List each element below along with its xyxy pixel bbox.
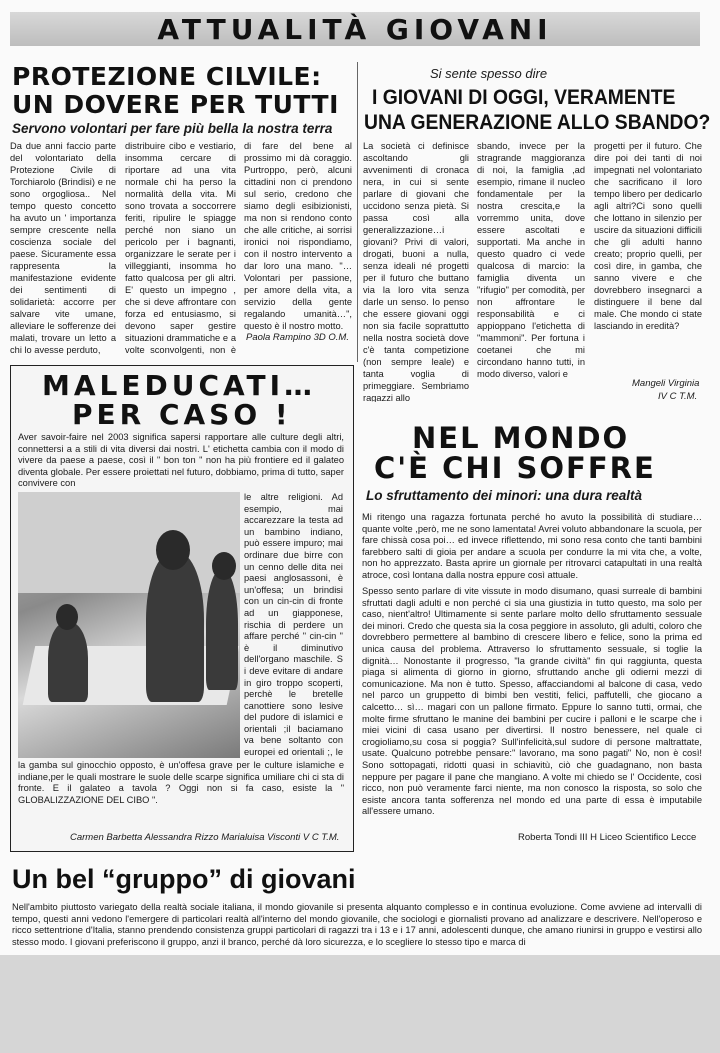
article2-signature-class: IV C T.M. [658,391,698,402]
article1-column-1: Da due anni faccio parte del volontariato della Protezione Civile di Torchiarolo (Brindisi) e ne sono orgogliosa.. Nel tempo questo concetto ha avuto un ' importanza sempre crescente nella coscienza sociale del paese. Sicuramente essa rappresenta la manifestazione evidente dei sentimenti di solidarietà: accorre per salvare vite umane, alleviare le sofferenze dei malati, trovare un letto a chi lo avesse perduto, [10,141,116,355]
article1-title-line1: PROTEZIONE CILVILE: [12,62,322,91]
column-divider [357,62,358,362]
article3-title-line1: MALEDUCATI… [42,369,317,402]
article2-column-1: La società ci definisce ascoltando gli avvenimenti di cronaca nera, in cui si sente parlare di giovani che uccidono senza pietà. Si passa così alla generalizzazione…i giovani? Privi di valori, drogati, buoni a nulla, senza ideali né progetti per il futuro che buttano via la loro vita senza darle un senso. Io penso che essere giovani oggi non sia facile soprattutto nella nostra società dove c'è tanta competizione (non sempre leale) e tanta voglia di primeggiare. Sembriamo ragazzi allo [363,141,469,402]
article2-column-3: progetti per il futuro. Che dire poi dei tanti di noi impegnati nel volontariato che sacrificano il loro tempo libero per dedicarlo agli altri?Ci sono quelli che lottano in silenzio per uscire da situazioni difficili che gli adulti hanno creato; proprio quelli, per così dire, in gamba, che sanno vivere e che dovrebbero insegnarci a distinguere il bene dal male. Che mondo ci state lasciando in eredità? [594,141,702,331]
article4-signature: Roberta Tondi III H Liceo Scientifico Lecce [518,832,697,843]
article2-kicker: Si sente spesso dire [430,66,548,81]
section-banner [10,12,700,46]
section-title: ATTUALITÀ GIOVANI [157,12,553,46]
article1-title-line2: UN DOVERE PER TUTTI [12,90,339,119]
article3-side-column: le altre religioni. Ad esempio, mai accarezzare la testa ad un bambino indiano, può essere impuro; mai ordinare due birre con un cenno delle dita nei paesi anglosassoni, è un'offesa; un brindisi con un cin-cin di fronte ad un giapponese, rischia di perdere un affare perché " cin-cin " è il diminutivo dell'organo maschile. S i deve evitare di andare in giro troppo scoperti, perchè le bretelle canottiere sono lesive del pudore di islamici e orientali ;il baciamano va bene soltanto con europei ed orientali ;, le [244,492,343,758]
article5-title: Un bel “gruppo” di giovani [12,864,356,894]
article1-subtitle: Servono volontari per fare più bella la nostra terra [12,121,333,136]
article2-title-line2: UNA GENERAZIONE ALLO SBANDO? [364,111,711,134]
article4-title-line1: NEL MONDO [412,421,630,455]
article3-title-line2: PER CASO ! [72,398,292,431]
article1-column-3: di fare del bene al prossimo mi dà coraggio. Purtroppo, però, alcuni cittadini non ci prendono sul serio, credono che siamo degli esibizionisti, ma non si rendono conto che alle critiche, ai sorrisi ironici noi rispondiamo, con il nostro intervento a dar loro una mano. "…Volontari per passione, per amore della vita, a servizio della gente regalando umanità…", questo è il nostro motto. [244,141,352,330]
faded-page-bottom [0,955,720,1053]
article1-signature: Paola Rampino 3D O.M. [246,332,349,343]
article1-column-2: distribuire cibo e vestiario, insomma cercare di riportare ad una vita normale chi ha perso la normalità della vita. Mi sono trovata a soccorrere feriti, ripulire le spiagge perché non siano un pericolo per i bagnanti, organizzare le serate per i villeggianti, insomma ho fatto qualcosa per gli altri. E' questo un impegno , che si deve affrontare con forza ed entusiasmo, si devono saper gestire situazioni drammatiche e a volte sconvolgenti, non è [125,141,236,355]
article2-signature-name: Mangeli Virginia [632,378,700,389]
article3-bottom-text: la gamba sul ginocchio opposto, è un'offesa grave per le culture islamiche e indiane,per le quali mostrare le suole delle scarpe significa umiliare chi ci sta di fronte. E il galateo a tavola ? Oggi non si fa caso, esiste la " GLOBALIZZAZIONE DEL CIBO ". [18,760,344,805]
article3-intro: Aver savoir-faire nel 2003 significa sapersi rapportare alle culture degli altri, connettersi a a stili di vita diversi dai nostri. L' etichetta cambia con il modo di vivere da paese a paese, così il " bon ton " non ha più frontiere ed il galateo diventa globale. Per essere proiettati nel futuro, dobbiamo, prima di tutto, saper convivere con [18,432,344,488]
article2-title-line1: I GIOVANI DI OGGI, VERAMENTE [372,86,676,109]
article4-paragraph-1: Mi ritengo una ragazza fortunata perché ho avuto la possibilità di studiare… quante volte ,però, me ne sono lamentata! Avrei voluto abbandonare la scuola, per fare chissà cosa poi… ed invece riflettendo, mi sono resa conto che tanti bambini farebbero salti di gioia per andare a scuola per condurre la mi vita che, a volte, non ho apprezzato. Basta aprire un giornale per ritrovarci catapultati in una realtà atroce, così lontana dalla nostra eppure così attuale. [362,512,702,580]
article3-signature: Carmen Barbetta Alessandra Rizzo Marialuisa Visconti V C T.M. [70,832,340,843]
classroom-photo [18,492,240,758]
article2-column-2: sbando, invece per la stragrande maggioranza di noi, la famiglia ,ad esempio, rimane il nucleo fondamentale per la nostra crescita,e la vorremmo unita, dove essere ascoltati e supportati. Ma anche in questo quadro ci vede qualcosa di marcio: la famiglia diventa un "rifugio" per comodità, per non affrontare le responsabilità e ci appioppano l'etichetta di "mammoni". Per fortuna i coetanei che mi circondano hanno tutti, in modo diverso, valori e [477,141,585,379]
article4-paragraph-2: Spesso sento parlare di vite vissute in modo disumano, quasi surreale di bambini sfruttati dagli adulti e non perché ci sia una giustizia in tutto questo, ma solo per caso, nient'altro! Ultimamente si sente parlare molto dello sfruttamento sessuale dei minori. Credo che questa sia la cosa peggiore in assoluto, gli adulti, coloro che dovrebbero permettere al bambino di crescere libero e felice, sono la prima ed unica causa del problema. Attraverso lo sfruttamento sessuale, si toglie la dignità… Nonostante il progresso, "la grande civiltà" fin qui raggiunta, questa piaga si alimenta di giorno in giorno, sfruttando anche gli odierni mezzi di comunicazione. Ma non è tutto. Spesso, affacciandomi al balcone di casa, vedo nel parco un gruppetto di bimbi ben vestiti, felici, paffutelli, che giocano a calcetto… sì… magari con un pallone firmato. Eppure lo sanno tutti, ormai, che molte firme sfruttano le manine dei bambini per cucire i palloni e le scarpe che i miei vicini di casa usano per divertirsi. Il nostro benessere, nel quale ci crogioliamo,su cosa si poggia? Sull'infelicità,sul sudore di persone maltrattate, usate. Qualcuno potrebbe pensare:" lavorano, ma sono pagati" No, non è così! Sono sottopagati, ridotti quasi in schiavitù, ciò che guadagnano, non basta neppure per pagare il pane che mangiano. A volte mi chiedo se l' Occidente, così ricco, non può veramente farci niente, ma non conosco la risposta, so solo che esiste ancora tanta sofferenza nel mondo ed una parte di essa è imputabile all'essere umano. [362,586,702,817]
article4-subtitle: Lo sfruttamento dei minori: una dura realtà [366,488,643,503]
article4-title-line2: C'È CHI SOFFRE [374,451,656,485]
article5-body: Nell'ambito piuttosto variegato della realtà sociale italiana, il mondo giovanile si presenta alquanto complesso e in continua evoluzione. Come avviene ad intervalli di tempo, questi anni vedono l'emergere di particolari realtà all'interno del mondo giovanile, che sociologi e giornalisti provano ad analizzare e descrivere. Nell'operoso e ricco settentrione d'Italia, stanno prendendo consistenza gruppi particolari di ragazzi tra i 13 e i 17 anni, adolescenti dunque, che amano riunirsi in gruppo e vestirsi allo stesso modo. I giovani preferiscono il gruppo, anzi il branco, perché dà loro sicurezza, e lo scegliere lo stesso tipo e marca di [12,902,702,947]
